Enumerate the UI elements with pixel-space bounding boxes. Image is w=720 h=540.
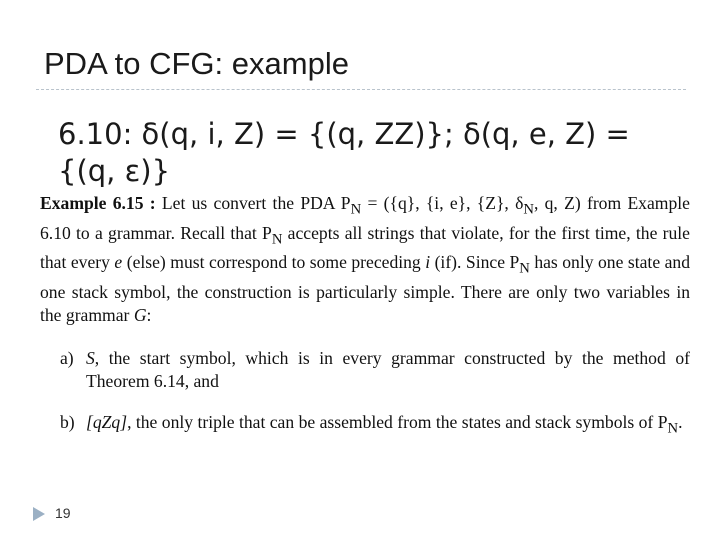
list-item-text	[86, 411, 690, 441]
symbol-g: G	[133, 304, 147, 325]
list-item	[40, 411, 690, 441]
list-marker: a)	[60, 347, 74, 368]
subscript-n: N	[271, 231, 283, 248]
excerpt-text: accepts all strings that violate, for the first time, the rule that every	[40, 222, 690, 273]
subscript-n: N	[350, 201, 362, 218]
list-marker: b)	[60, 411, 75, 432]
triple-variable: [qZq]	[86, 411, 128, 432]
subscript-n: N	[523, 201, 534, 218]
example-label: Example 6.15 :	[40, 193, 156, 213]
variable-list	[40, 347, 690, 441]
symbol-e: e	[114, 252, 123, 273]
example-paragraph	[40, 192, 690, 327]
excerpt-text: has only one state and one stack symbol, the construction is particularly simple. There are only two variables in the grammar	[40, 252, 690, 325]
slide-number: 19	[55, 505, 71, 521]
symbol-i: i	[425, 252, 431, 273]
pda-tuple: = ({q}, {i, e}, {Z}, δ	[361, 193, 524, 213]
subscript-n: N	[519, 260, 530, 277]
list-item-text	[86, 347, 690, 393]
excerpt-text: , the only triple that can be assembled from the states and stack symbols of P	[127, 411, 668, 432]
subscript-n: N	[667, 420, 679, 437]
excerpt-text: (if). Since P	[434, 252, 520, 273]
slide-title: PDA to CFG: example	[44, 46, 349, 81]
pda-tuple-end: , q, Z) from	[533, 193, 622, 213]
bullet-text: 6.10: δ(q, i, Z) = {(q, ZZ)}; δ(q, e, Z) = {(q, ε)}	[58, 117, 630, 188]
symbol-s: S	[86, 347, 95, 368]
excerpt-text: Let us convert the PDA P	[161, 193, 351, 213]
excerpt-text: , the start symbol, which is in every grammar constructed by the method of Theorem 6.14, and	[86, 347, 690, 391]
title-divider	[36, 89, 686, 90]
excerpt-text: :	[146, 304, 152, 325]
list-item	[40, 347, 690, 393]
book-excerpt-image	[40, 192, 690, 458]
excerpt-text: Example 6.10 to a grammar. Recall that P	[40, 193, 690, 243]
slide-number-arrow-icon	[33, 507, 45, 521]
excerpt-text: .	[678, 411, 683, 432]
excerpt-text: (else) must correspond to some preceding	[126, 252, 421, 273]
